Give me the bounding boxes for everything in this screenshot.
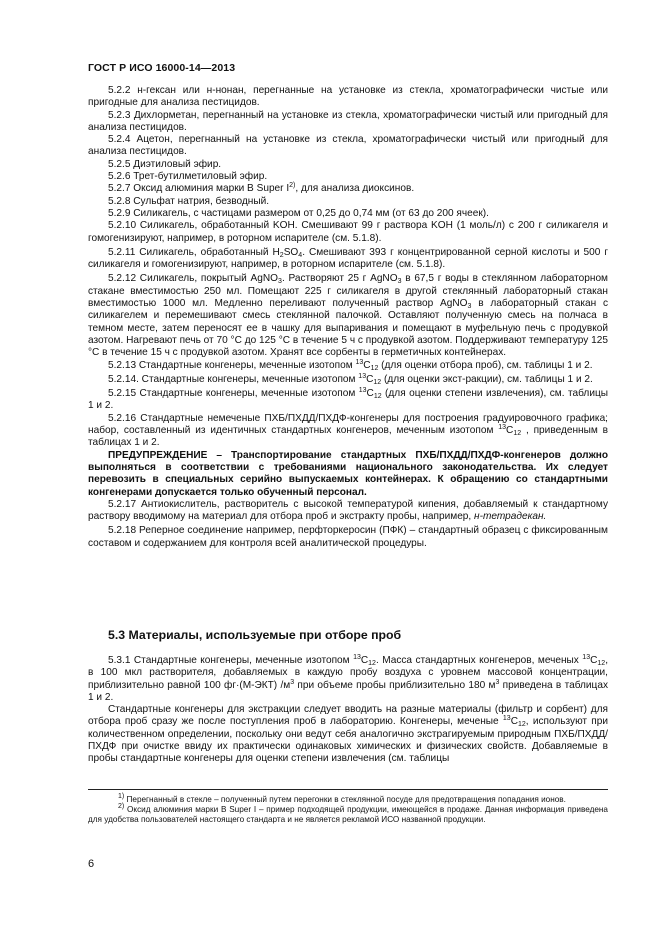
isotope-element: C [366,373,374,385]
footnote-2 [88,805,608,825]
item-text: 5.2.15 Стандартные конгенеры, меченные изотопом [108,388,359,400]
exponent: 3 [495,678,500,686]
item-text: SO [283,246,299,258]
isotope-count: 12 [518,721,526,729]
item-text: , для анализа диоксинов. [295,183,415,195]
item-text: (для оценки степени извлечения), см. таблицы 1 и 2. [88,388,608,412]
item-5-2-16 [88,413,608,450]
isotope-mass: 13 [358,372,367,380]
item-text: . Смешивают 393 г концентрированной серной кислоты и 500 г силикагеля и гомогенизируют, например, в роторном испарителе (см. 5.1.8). [88,246,608,271]
subscript: 4 [298,251,303,259]
isotope-element: C [360,655,369,666]
isotope-mass: 13 [502,715,511,723]
subscript: 2 [279,251,284,259]
isotope-count: 12 [373,393,382,401]
item-text: (для оценки отбора проб), см. таблицы 1 и 2. [378,359,593,371]
isotope-mass: 13 [582,654,591,661]
item-text: Стандартные конгенеры для экстракции следует вводить на разные материалы (фильтр и сорбент) для отбора проб сразу же после поступления проб в лабораторию. Конгенеры, меченые [88,704,608,728]
isotope-count: 12 [597,660,606,667]
footnote-text: Перегнанный в стекле – полученный путем перегонки в стеклянной посуде для предотвращения попадания ионов. [124,795,566,804]
isotope-mass: 13 [355,358,364,366]
item-5-2-17 [88,499,608,524]
item-5-2-14 [88,374,608,386]
isotope-element: C [363,359,371,371]
item-text: . Масса стандартных конгенеров, меченых [375,655,583,666]
item-5-2-15 [88,388,608,413]
subscript: 3 [397,278,402,286]
item-text: приведена в таблицах 1 и 2. [88,679,608,703]
section-body [88,655,608,766]
isotope-element: C [366,388,374,400]
item-5-2-3: 5.2.3 Дихлорметан, перегнанный на установке из стекла, хроматографически чистый или пригодный для анализа пестицидов. [88,109,608,133]
item-5-2-13 [88,360,608,372]
item-5-2-4: 5.2.4 Ацетон, перегнанный на установке из стекла, хроматографически чистый или пригодный для анализа пестицидов. [88,134,608,158]
item-text: 5.2.11 Силикагель, обработанный H [108,246,280,258]
isotope-element: C [590,655,598,666]
item-text: 5.2.7 Оксид алюминия марки B Super I [108,183,290,195]
item-5-2-5: 5.2.5 Диэтиловый эфир. [108,158,222,170]
item-text: 5.2.13 Стандартные конгенеры, меченные изотопом [108,359,356,371]
isotope-element: C [510,716,518,728]
item-5-2-6: 5.2.6 Трет-бутилметиловый эфир. [108,171,268,183]
item-5-2-7 [88,183,608,195]
isotope-count: 12 [373,378,382,386]
footnotes [88,795,608,825]
item-text: при объеме пробы приблизительно 180 м [294,679,496,691]
item-text: , используют при количественном определении, поскольку они ведут себя аналогично экстрагируемым природным ПХБ/ПХДД/ПХДФ при очистке ввиду их практически одинаковых химических и физических свойств. Добавляемые в пробы стандартные конгенеры для оценки степени извлечения (см. таблицы [88,716,608,765]
document-header: ГОСТ Р ИСО 16000-14—2013 [88,62,236,74]
item-text-italic: н-тетрадекан. [474,511,547,523]
item-5-2-11 [88,247,608,272]
footnote-text: Оксид алюминия марки B Super I – пример подходящей продукции, имеющейся в продаже. Данная информация приведена для удобства пользователей настоящего стандарта и не является рекламой ИСО названной продукции. [88,805,608,824]
item-text: 5.3.1 Стандартные конгенеры, меченные изотопом [108,655,354,666]
isotope-mass: 13 [358,387,367,395]
item-text: в лабораторный стакан с силикагелем и перемешивают смесь стеклянной палочкой. Оставляют полученную смесь на полчаса в темном месте, затем переносят ее в чашку для выпаривания и помещают в муфельную печь с продувкой азотом. Нагревают печь от 70 °С до 125 °С в течение 5 ч с продувкой азотом. Поддерживают температуру 125 °С в течение 15 ч с продувкой азотом. Хранят все сорбенты в герметичных контейнерах. [88,298,609,359]
page-number: 6 [88,858,95,870]
item-5-2-10: 5.2.10 Силикагель, обработанный KOH. Смешивают 99 г раствора KOH (1 моль/л) с 200 г силикагеля и гомогенизируют, например, в роторном испарителе (см. 5.1.8). [88,220,608,244]
item-text: 5.2.12 Силикагель, покрытый AgNO [108,273,279,285]
item-text: 5.2.14. Стандартные конгенеры, меченные изотопом [108,373,359,385]
subscript: 3 [278,278,282,286]
isotope-count: 12 [368,660,376,667]
section-heading: 5.3 Материалы, используемые при отборе проб [108,628,402,642]
warning-note: ПРЕДУПРЕЖДЕНИЕ – Транспортирование стандартных ПХБ/ПХДД/ПХДФ-конгенеров должно выполняться в соответствии с требованиями национального законодательства. Их следует перевозить в специальных серийно выпускаемых контейнерах. К обращению со стандартными конгенерами допускается только обученный персонал. [88,449,608,498]
exponent: 3 [290,678,295,686]
item-5-3-1 [88,655,608,704]
footnote-ref: 2) [289,182,296,190]
reagents-list [88,85,608,550]
extraction-paragraph [88,704,608,765]
item-5-2-2: 5.2.2 н-гексан или н-нонан, перегнанные на установке из стекла, хроматографически чистые или пригодные для анализа пестицидов. [88,85,608,109]
isotope-mass: 13 [498,424,507,432]
isotope-element: C [506,425,514,437]
item-text: , приведенным в таблицах 1 и 2. [88,425,608,449]
footnote-mark: 2) [118,803,125,810]
item-5-2-12 [88,273,608,359]
item-text: , в 100 мкл растворителя, добавляемых в каждую пробу воздуха с уровнем массовой концентрации, приблизительно равной 100 фг·(М-ЭКТ) /м [88,655,608,691]
isotope-count: 12 [513,430,522,438]
footnote-mark: 1) [118,793,125,800]
isotope-count: 12 [370,364,379,372]
item-5-2-9: 5.2.9 Силикагель, с частицами размером от 0,25 до 0,74 мм (от 63 до 200 ячеек). [108,207,489,219]
item-5-2-8: 5.2.8 Сульфат натрия, безводный. [108,195,270,207]
item-text: (для оценки экст-ракции), см. таблицы 1 и 2. [381,373,593,385]
isotope-mass: 13 [353,654,361,661]
item-text: 5.2.16 Стандартные немеченые ПХБ/ПХДД/ПХДФ-конгенеры для построения градуировочного графика; набор, составленный из идентичных стандартных конгенеров, меченным изотопом [88,412,608,437]
item-text: в 67,5 г воды в стеклянном лабораторном стакане вместимостью 250 мл. Помещают 225 г силикагеля в другой стеклянный лабораторный стакан вместимостью 1000 мл. Медленно переливают полученный раствор AgNO [88,273,608,310]
subscript: 3 [467,303,472,311]
item-text: . Растворяют 25 г AgNO [281,273,398,285]
footnote-divider [88,789,608,790]
footnote-1 [88,795,608,805]
item-5-2-18: 5.2.18 Реперное соединение например, перфторкеросин (ПФК) – стандартный образец с фиксированным составом и содержанием для контроля всей аналитической процедуры. [88,525,608,549]
item-text: 5.2.17 Антиокислитель, растворитель с высокой температурой кипения, добавляемый к стандартному раствору вводимому на материал для отбора проб и экстракту пробы, например, [88,498,608,523]
